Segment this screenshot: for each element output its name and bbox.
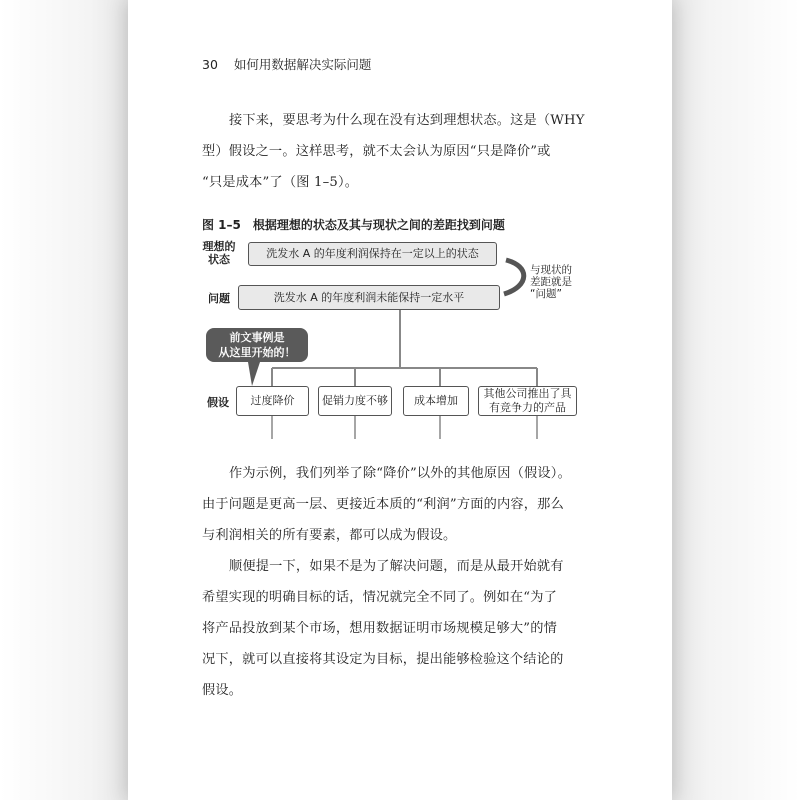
body-paragraph <box>202 551 582 706</box>
text-line: 与利润相关的所有要素，都可以成为假设。 <box>202 528 457 543</box>
book-title: 如何用数据解决实际问题 <box>233 57 372 72</box>
page-shadow-right <box>672 0 800 800</box>
text-line: 顺便提一下，如果不是为了解决问题，而是从最开始就有 <box>229 559 564 574</box>
body-paragraph <box>202 458 582 551</box>
hypothesis-box: 过度降价 <box>236 386 309 416</box>
hypothesis-box: 促销力度不够 <box>318 386 392 416</box>
text-line: 希望实现的明确目标的话，情况就完全不同了。例如在“为了 <box>202 590 558 605</box>
callout-bubble: 前文事例是 从这里开始的！ <box>206 328 308 362</box>
problem-box: 洗发水 A 的年度利润未能保持一定水平 <box>238 285 500 310</box>
gap-note: 与现状的 差距就是 “问题” <box>530 264 572 300</box>
text-line: “只是成本”了（图 1–5）。 <box>202 175 359 190</box>
problem-label: 问题 <box>208 292 230 305</box>
hypothesis-box: 成本增加 <box>403 386 469 416</box>
gap-arrow <box>504 260 524 294</box>
ideal-state-label: 理想的 状态 <box>202 240 236 266</box>
running-header <box>202 55 371 73</box>
text-line: 假设。 <box>202 683 243 698</box>
callout-pointer <box>248 362 260 386</box>
ideal-state-box: 洗发水 A 的年度利润保持在一定以上的状态 <box>248 242 497 266</box>
text-line: 由于问题是更高一层、更接近本质的“利润”方面的内容，那么 <box>202 497 564 512</box>
page-number: 30 <box>202 57 218 72</box>
hypothesis-box: 其他公司推出了具 有竞争力的产品 <box>478 386 577 416</box>
text-line: 型）假设之一。这样思考，就不太会认为原因“只是降价”或 <box>202 144 551 159</box>
text-line: 接下来，要思考为什么现在没有达到理想状态。这是（WHY <box>229 113 585 128</box>
page-shadow-left <box>0 0 128 800</box>
text-line: 作为示例，我们列举了除“降价”以外的其他原因（假设）。 <box>229 466 571 481</box>
intro-paragraph <box>202 105 585 198</box>
text-line: 况下，就可以直接将其设定为目标，提出能够检验这个结论的 <box>202 652 564 667</box>
problem-hypothesis-diagram <box>200 236 600 446</box>
hypothesis-label: 假设 <box>207 396 229 409</box>
text-line: 将产品投放到某个市场，想用数据证明市场规模足够大”的情 <box>202 621 558 636</box>
figure-caption: 图 1–5 根据理想的状态及其与现状之间的差距找到问题 <box>202 218 505 232</box>
